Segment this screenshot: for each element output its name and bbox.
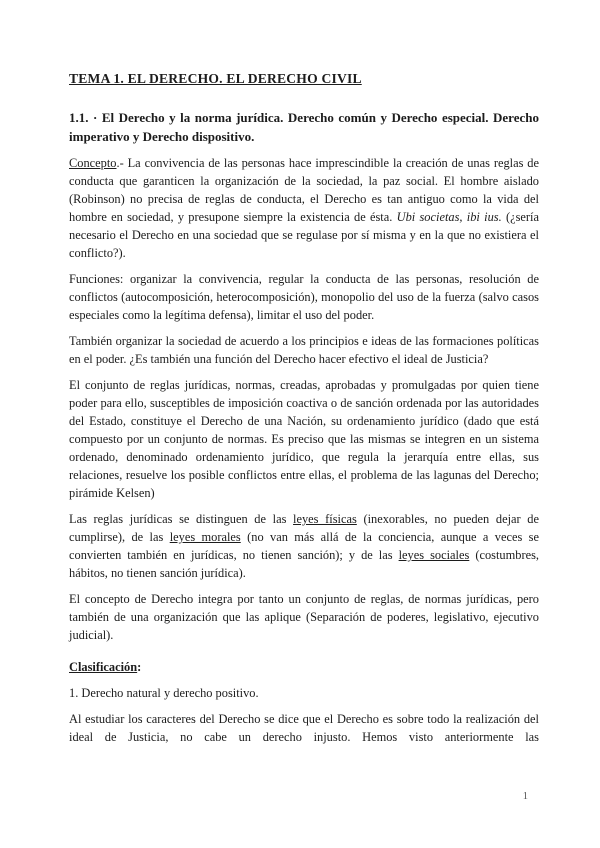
text-run: Ubi societas, ibi ius. xyxy=(396,210,502,224)
text-run: leyes físicas xyxy=(293,512,357,526)
text-run: .- La convivencia de las personas hace imprescindible la creación de unas reglas de conducta que garanticen la organización de la sociedad, la paz social. El hombre aislado (Robinson) no precisa de reglas de conducta, el Derecho es tan antiguo como la vida del hombre en sociedad, y presupone siempre la existencia de ésta. xyxy=(69,156,539,224)
paragraph-leyes xyxy=(69,510,539,582)
page-number: 1 xyxy=(522,791,528,802)
paragraph-conjunto-reglas xyxy=(69,376,539,502)
document-body xyxy=(69,154,539,746)
text-run: leyes morales xyxy=(169,530,241,544)
text-run: (inexorables, no pueden dejar de cumplirse), de las xyxy=(69,512,539,544)
paragraph-funciones xyxy=(69,270,539,324)
text-run: leyes sociales xyxy=(398,548,470,562)
text-run: : xyxy=(137,660,142,674)
text-run: Funciones: organizar la convivencia, regular la conducta de las personas, resolución de conflictos (autocomposición, heterocomposición), monopolio del uso de la fuerza (salvo casos especiales como la legítima defensa), limitar el uso del poder. xyxy=(69,272,539,322)
paragraph-concepto xyxy=(69,154,539,262)
text-run: Clasificación xyxy=(69,660,138,674)
paragraph-tambien-organizar xyxy=(69,332,539,368)
text-run: También organizar la sociedad de acuerdo a los principios e ideas de las formaciones políticas en el poder. ¿Es también una función del Derecho hacer efectivo el ideal de Justicia? xyxy=(69,334,539,366)
subheading-clasificacion xyxy=(69,658,539,676)
list-item-derecho-natural-positivo xyxy=(69,684,539,702)
text-run: Las reglas jurídicas se distinguen de las xyxy=(69,512,294,526)
text-run: El concepto de Derecho integra por tanto un conjunto de reglas, de normas jurídicas, pero también de una organización que las aplique (Separación de poderes, legislativo, ejecutivo judicial). xyxy=(69,592,539,642)
document-title: TEMA 1. EL DERECHO. EL DERECHO CIVIL xyxy=(69,71,362,86)
paragraph-concepto-integra xyxy=(69,590,539,644)
text-run: El conjunto de reglas jurídicas, normas, creadas, aprobadas y promulgadas por quien tiene poder para ello, susceptibles de imposición coactiva o de sanción ordenada por las autoridades del Estado, constituye el Derecho de una Nación, su ordenamiento jurídico (dado que está compuesto por un conjunto de normas. Es preciso que las mismas se integren en un sistema ordenado, denominado ordenamiento jurídico, que regula la jerarquía entre ellas, sus relaciones, resuelve los posible conflictos entre ellas, el problema de las lagunas del Derecho; pirámide Kelsen) xyxy=(69,378,539,500)
text-run: (no van más allá de la conciencia, aunque a veces se convierten también en jurídicas, no tienen sanción); y de las xyxy=(69,530,539,562)
text-run: 1. Derecho natural y derecho positivo. xyxy=(69,686,259,700)
paragraph-al-estudiar xyxy=(69,710,539,746)
text-run: Concepto xyxy=(69,156,117,170)
text-run: (costumbres, hábitos, no tienen sanción jurídica). xyxy=(69,548,539,580)
text-run: (¿sería necesario el Derecho en una sociedad que se regulase por sí misma y en la que no existiera el conflicto?). xyxy=(69,210,539,260)
text-run: Al estudiar los caracteres del Derecho se dice que el Derecho es sobre todo la realización del ideal de Justicia, no cabe un derecho injusto. Hemos visto anteriormente las xyxy=(69,712,539,744)
section-heading: 1.1. · El Derecho y la norma jurídica. Derecho común y Derecho especial. Derecho imperativo y Derecho dispositivo. xyxy=(69,110,539,144)
